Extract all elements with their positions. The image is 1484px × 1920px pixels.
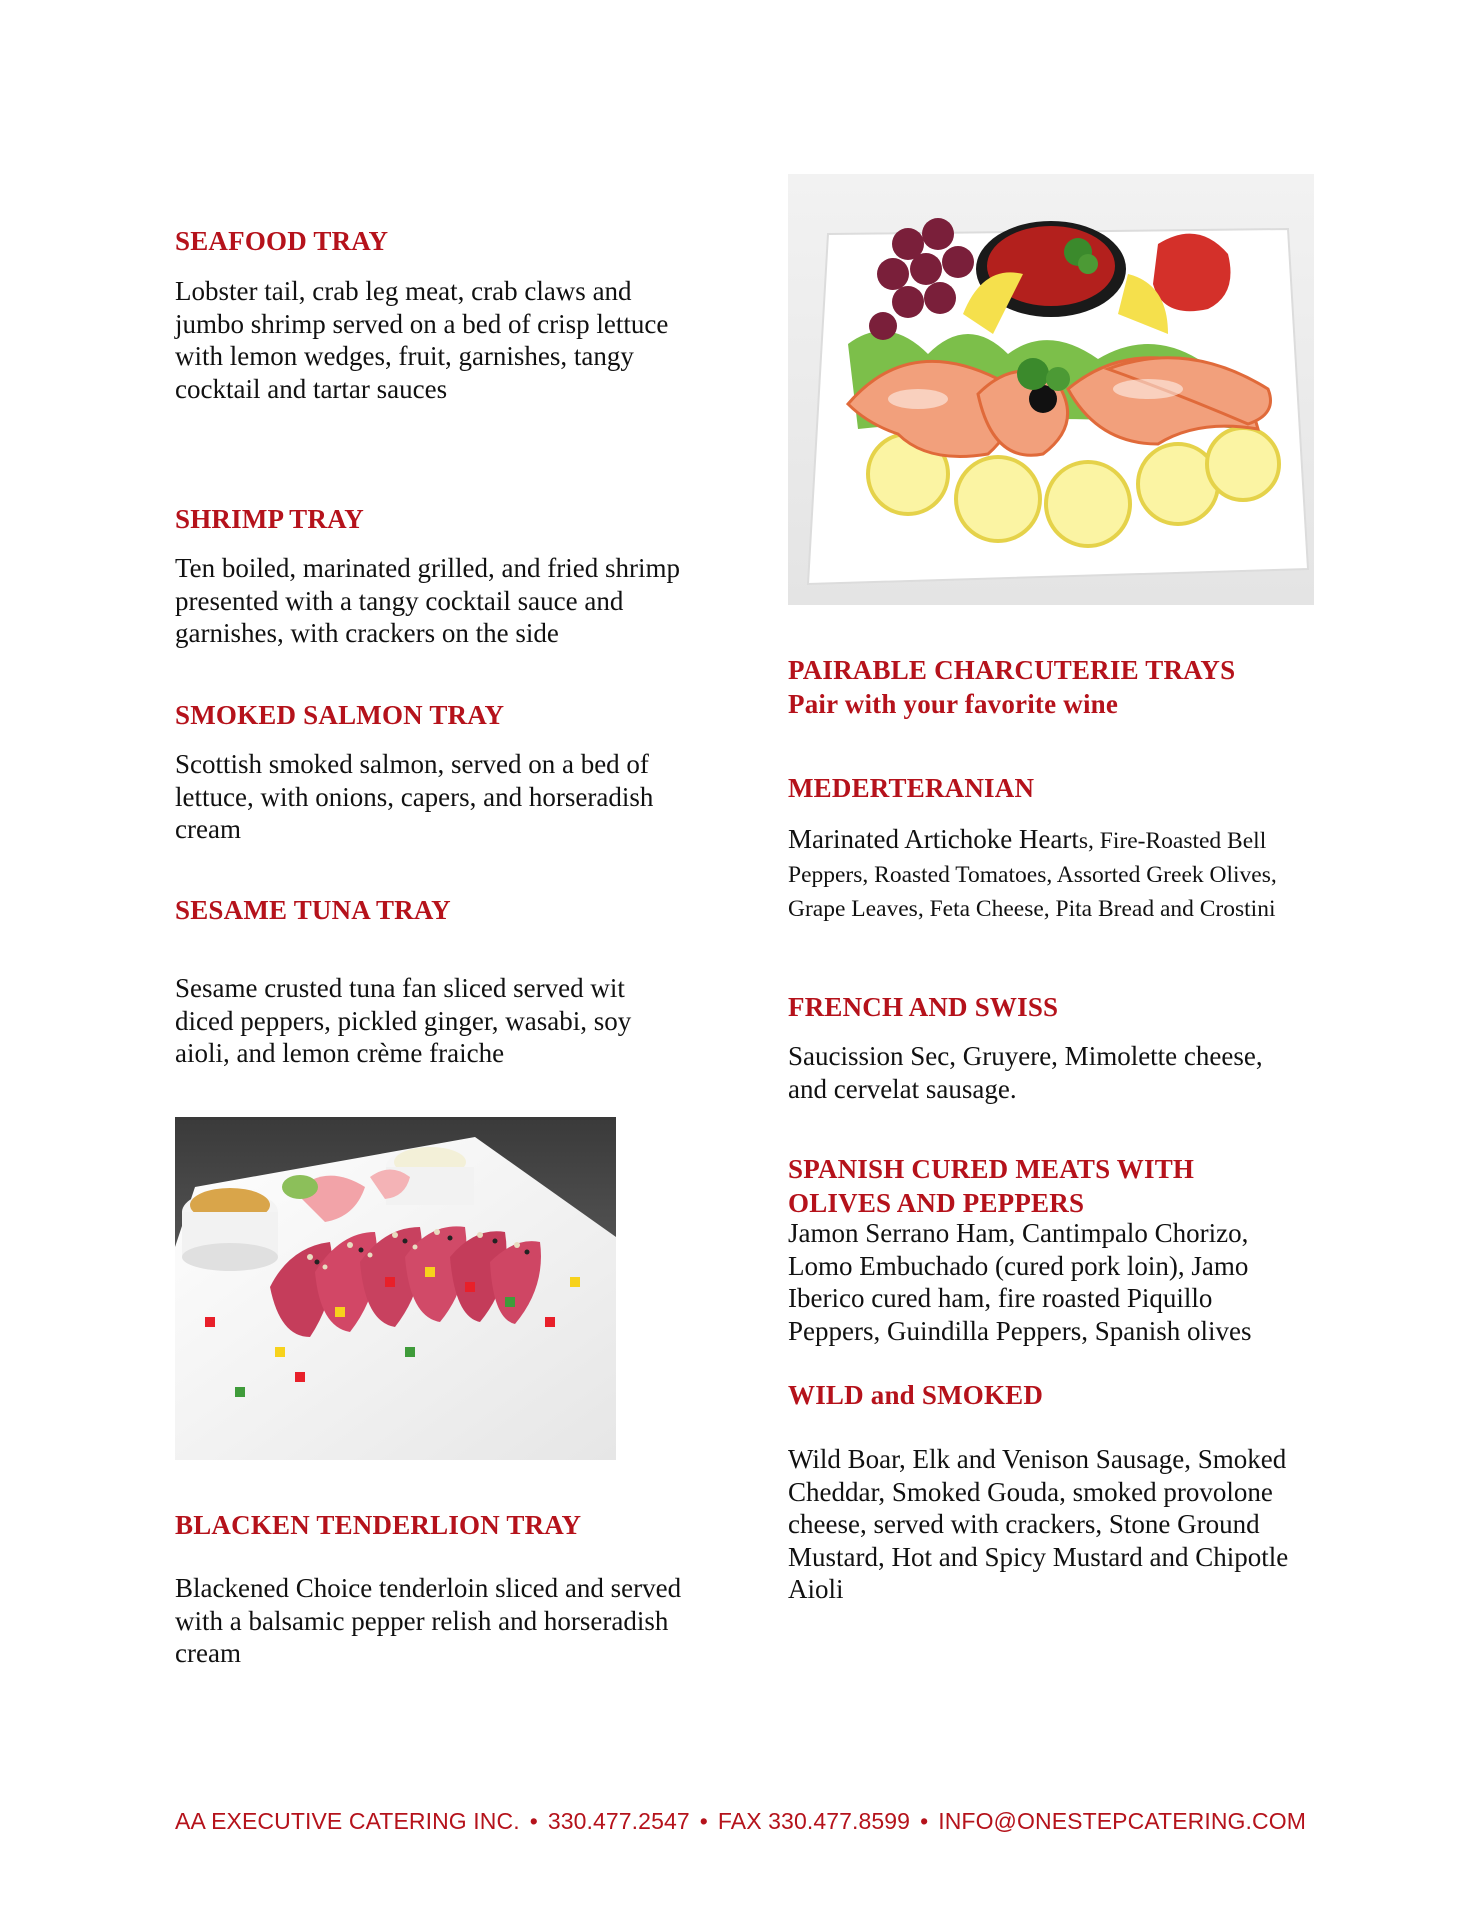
shrimp-tray-heading: SHRIMP TRAY — [175, 504, 364, 534]
description-line: aioli, and lemon crème fraiche — [175, 1038, 505, 1068]
heading-line: SPANISH CURED MEATS WITH — [788, 1154, 1195, 1184]
description-line: Ten boiled, marinated grilled, and fried shrimp — [175, 553, 680, 583]
description-lead-tail: s, — [1078, 828, 1094, 854]
footer-fax: FAX 330.477.8599 — [717, 1808, 911, 1834]
description-line: Saucission Sec, Gruyere, Mimolette cheese, — [788, 1041, 1263, 1071]
description-line: Iberico cured ham, fire roasted Piquillo — [788, 1283, 1213, 1313]
pairable-charcuterie-subtitle: Pair with your favorite wine — [788, 689, 1119, 719]
description-line: Aioli — [788, 1574, 844, 1604]
description-line: jumbo shrimp served on a bed of crisp lettuce — [175, 308, 669, 339]
description-line: Sesame crusted tuna fan sliced served wit — [175, 973, 625, 1003]
description-line: diced peppers, pickled ginger, wasabi, soy — [175, 1005, 632, 1036]
mediterranean-description — [788, 822, 1318, 926]
sesame-tuna-photo — [175, 1117, 616, 1460]
wild-and-smoked-description — [788, 1443, 1318, 1606]
description-lead: Marinated Artichoke Heart — [788, 824, 1079, 854]
description-rest: Fire-Roasted Bell — [1093, 828, 1267, 854]
description-line: cocktail and tartar sauces — [175, 373, 448, 404]
description-line: cream — [175, 814, 241, 844]
description-line: cheese, served with crackers, Stone Ground — [788, 1509, 1260, 1539]
description-line: Lobster tail, crab leg meat, crab claws and — [175, 276, 632, 306]
description-line: garnishes, with crackers on the side — [175, 618, 559, 648]
footer-company: AA EXECUTIVE CATERING INC. — [175, 1808, 520, 1834]
footer-contact-line — [175, 1808, 1335, 1835]
description-line: and cervelat sausage. — [788, 1073, 1017, 1104]
description-line: with a balsamic pepper relish and horseradish — [175, 1605, 669, 1636]
description-line — [788, 822, 1318, 858]
description-line: Mustard, Hot and Spicy Mustard and Chipotle — [788, 1541, 1289, 1572]
sesame-tuna-tray-description — [175, 972, 695, 1070]
shrimp-tray-description — [175, 552, 715, 650]
description-line: with lemon wedges, fruit, garnishes, tangy — [175, 341, 634, 371]
seafood-tray-description — [175, 275, 715, 405]
shrimp-platter-photo — [788, 174, 1314, 605]
heading-line: OLIVES AND PEPPERS — [788, 1188, 1085, 1218]
description-line: cream — [175, 1638, 241, 1668]
footer-separator: • — [699, 1808, 708, 1834]
description-line: Cheddar, Smoked Gouda, smoked provolone — [788, 1476, 1273, 1507]
french-and-swiss-description — [788, 1040, 1318, 1105]
description-line: Blackened Choice tenderloin sliced and served — [175, 1573, 682, 1603]
description-line: presented with a tangy cocktail sauce and — [175, 585, 624, 616]
description-line: Jamon Serrano Ham, Cantimpalo Chorizo, — [788, 1218, 1249, 1248]
mediterranean-heading: MEDERTERANIAN — [788, 773, 1035, 803]
blacken-tenderloin-tray-description — [175, 1572, 725, 1670]
description-line: Grape Leaves, Feta Cheese, Pita Bread and Crostini — [788, 896, 1276, 922]
description-line: Wild Boar, Elk and Venison Sausage, Smoked — [788, 1444, 1287, 1474]
description-line: Peppers, Roasted Tomatoes, Assorted Greek Olives, — [788, 862, 1277, 888]
footer-phone[interactable]: 330.477.2547 — [547, 1808, 690, 1834]
description-line: Peppers, Guindilla Peppers, Spanish olives — [788, 1315, 1252, 1346]
blacken-tenderloin-tray-heading: BLACKEN TENDERLION TRAY — [175, 1510, 582, 1540]
smoked-salmon-tray-description — [175, 748, 705, 846]
footer-email[interactable]: INFO@ONESTEPCATERING.COM — [938, 1808, 1307, 1834]
smoked-salmon-tray-heading: SMOKED SALMON TRAY — [175, 700, 505, 730]
description-line: Lomo Embuchado (cured pork loin), Jamo — [788, 1250, 1249, 1281]
footer-separator: • — [920, 1808, 929, 1834]
description-line: Scottish smoked salmon, served on a bed of — [175, 749, 649, 779]
sesame-tuna-tray-heading: SESAME TUNA TRAY — [175, 895, 451, 925]
spanish-cured-meats-heading — [788, 1152, 1288, 1220]
pairable-charcuterie-heading: PAIRABLE CHARCUTERIE TRAYS — [788, 655, 1236, 685]
french-and-swiss-heading: FRENCH AND SWISS — [788, 992, 1059, 1022]
spanish-cured-meats-description — [788, 1217, 1318, 1347]
description-line: lettuce, with onions, capers, and horseradish — [175, 781, 654, 812]
seafood-tray-heading: SEAFOOD TRAY — [175, 226, 389, 256]
footer-separator: • — [529, 1808, 538, 1834]
wild-and-smoked-heading: WILD and SMOKED — [788, 1380, 1044, 1410]
